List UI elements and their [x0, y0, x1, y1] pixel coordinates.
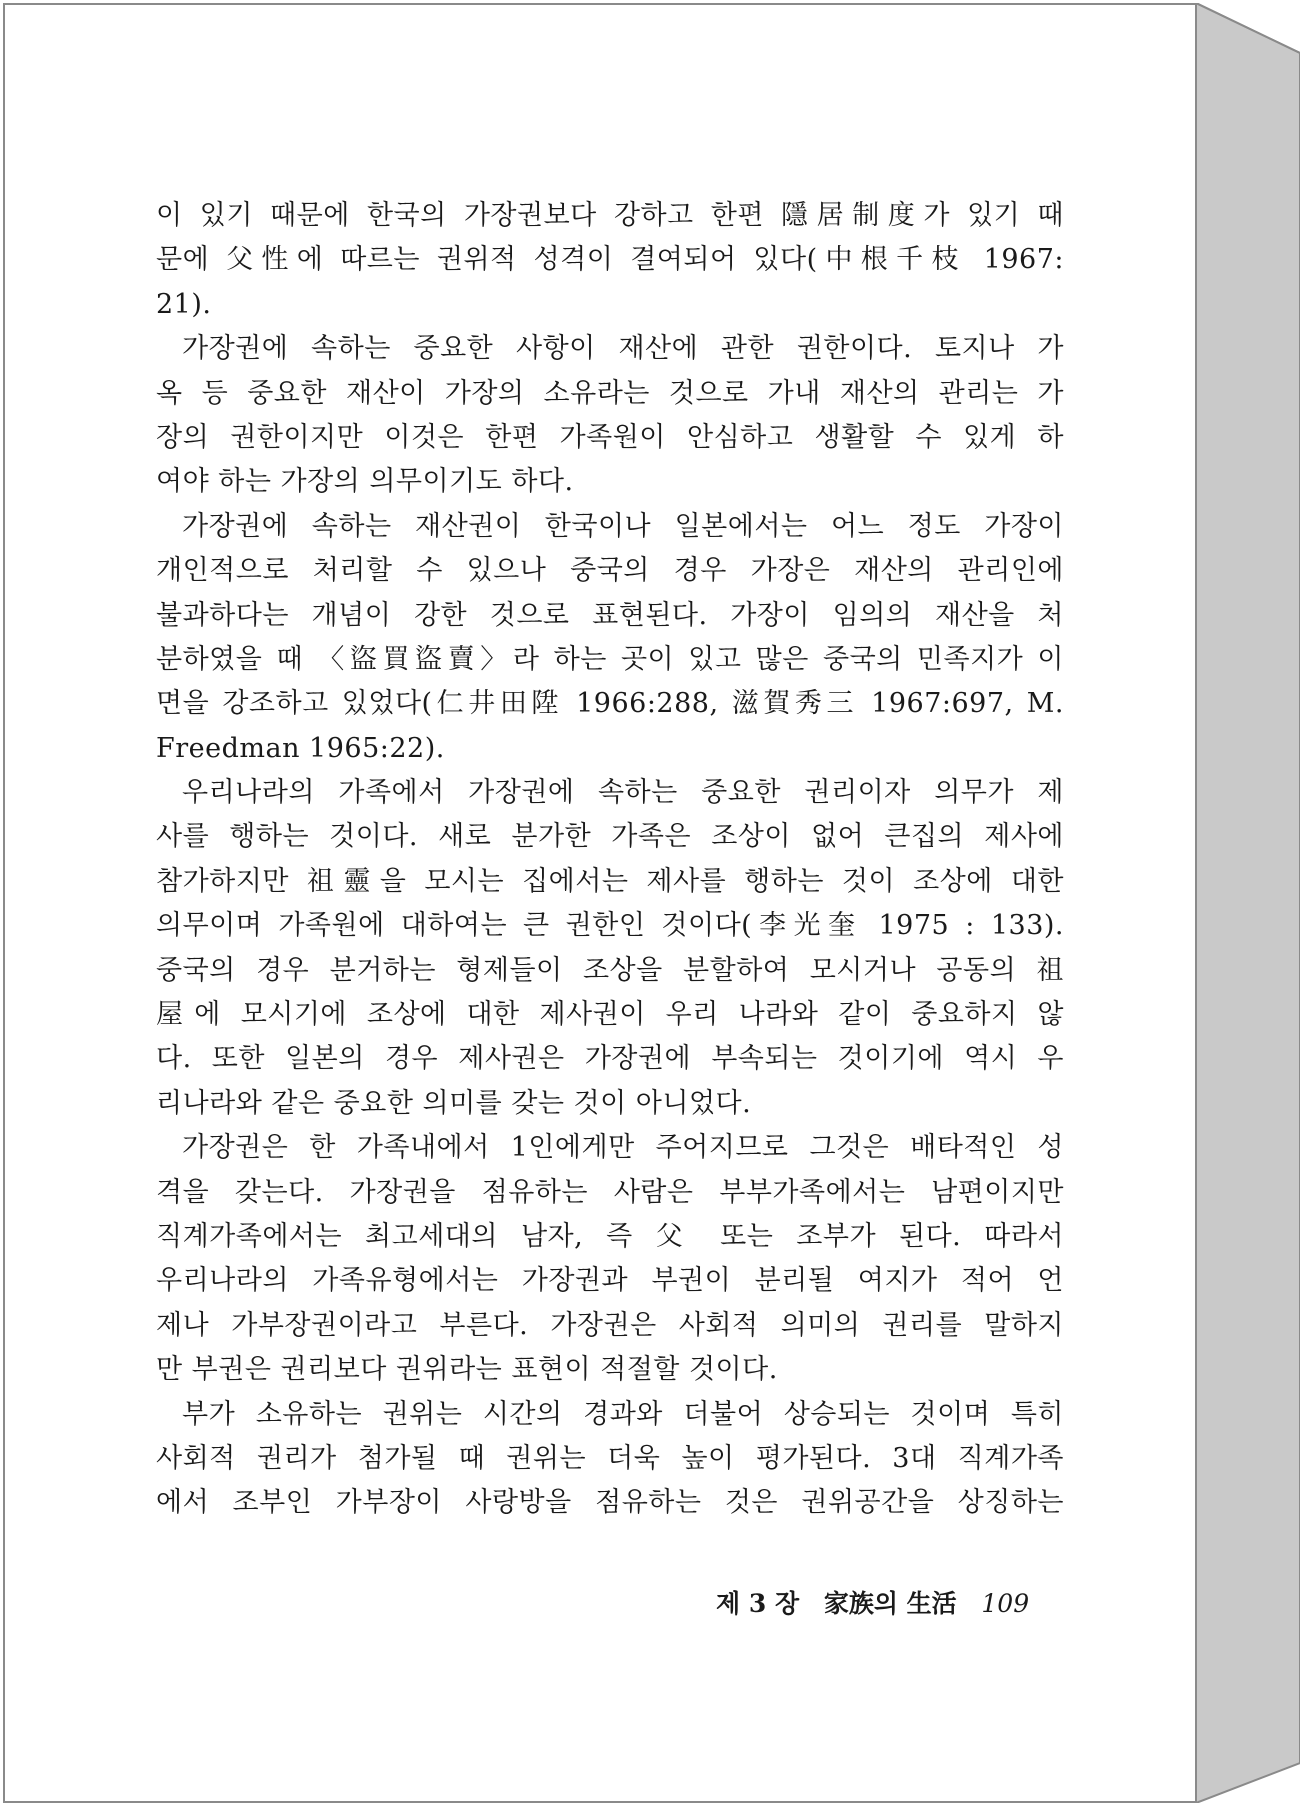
text-line: 면을 강조하고 있었다(仁井田陞 1966:288, 滋賀秀三 1967:697, M. — [156, 688, 1064, 720]
text-line: 문에 父性에 따르는 권위적 성격이 결여되어 있다(中根千枝 1967: — [156, 244, 1064, 276]
text-line: 우리나라의 가족유형에서는 가장권과 부권이 분리될 여지가 적어 언 — [156, 1265, 1064, 1297]
text-line: 중국의 경우 분거하는 형제들이 조상을 분할하여 모시거나 공동의 祖 — [156, 954, 1064, 986]
text-line: 21). — [156, 288, 212, 320]
text-line: 격을 갖는다. 가장권을 점유하는 사람은 부부가족에서는 남편이지만 — [156, 1176, 1064, 1208]
text-line: 분하였을 때 〈盜買盜賣〉라 하는 곳이 있고 많은 중국의 민족지가 이 — [156, 643, 1064, 675]
text-line: 사를 행하는 것이다. 새로 분가한 가족은 조상이 없어 큰집의 제사에 — [156, 821, 1064, 853]
text-line: 직계가족에서는 최고세대의 남자, 즉 父 또는 조부가 된다. 따라서 — [156, 1220, 1064, 1252]
text-line: 사회적 권리가 첨가될 때 권위는 더욱 높이 평가된다. 3대 직계가족 — [156, 1442, 1064, 1474]
text-line: Freedman 1965:22). — [156, 732, 445, 764]
text-line: 제나 가부장권이라고 부른다. 가장권은 사회적 의미의 권리를 말하지 — [156, 1309, 1064, 1341]
book-side-edge — [1196, 3, 1300, 1803]
footer-title: 家族의 生活 — [823, 1589, 957, 1618]
text-line: 우리나라의 가족에서 가장권에 속하는 중요한 권리이자 의무가 제 — [182, 777, 1064, 809]
text-line: 부가 소유하는 권위는 시간의 경과와 더불어 상승되는 것이며 특히 — [182, 1398, 1064, 1430]
running-footer — [716, 1584, 1036, 1624]
text-line: 참가하지만 祖靈을 모시는 집에서는 제사를 행하는 것이 조상에 대한 — [156, 865, 1064, 897]
text-line: 불과하다는 개념이 강한 것으로 표현된다. 가장이 임의의 재산을 처 — [156, 599, 1064, 631]
text-line: 가장권에 속하는 중요한 사항이 재산에 관한 권한이다. 토지나 가 — [182, 333, 1064, 365]
text-line: 가장권에 속하는 재산권이 한국이나 일본에서는 어느 정도 가장이 — [182, 510, 1064, 542]
text-line: 개인적으로 처리할 수 있으나 중국의 경우 가장은 재산의 관리인에 — [156, 555, 1064, 587]
text-line: 의무이며 가족원에 대하여는 큰 권한인 것이다(李光奎 1975 : 133). — [156, 910, 1064, 942]
text-line: 장의 권한이지만 이것은 한편 가족원이 안심하고 생활할 수 있게 하 — [156, 421, 1064, 453]
text-line: 다. 또한 일본의 경우 제사권은 가장권에 부속되는 것이기에 역시 우 — [156, 1043, 1064, 1075]
text-line: 屋에 모시기에 조상에 대한 제사권이 우리 나라와 같이 중요하지 않 — [156, 999, 1064, 1031]
text-line: 리나라와 같은 중요한 의미를 갖는 것이 아니었다. — [156, 1087, 752, 1119]
text-line: 여야 하는 가장의 의무이기도 하다. — [156, 466, 574, 498]
body-text — [156, 194, 1064, 1526]
text-line: 에서 조부인 가부장이 사랑방을 점유하는 것은 권위공간을 상징하는 — [156, 1487, 1064, 1519]
text-line: 가장권은 한 가족내에서 1인에게만 주어지므로 그것은 배타적인 성 — [182, 1132, 1064, 1164]
footer-chapter: 제 3 장 — [716, 1589, 800, 1618]
text-line: 이 있기 때문에 한국의 가장권보다 강하고 한편 隱居制度가 있기 때 — [156, 200, 1064, 231]
page-number: 109 — [981, 1589, 1030, 1618]
text-line: 만 부권은 권리보다 권위라는 표현이 적절할 것이다. — [156, 1354, 778, 1386]
text-line: 옥 등 중요한 재산이 가장의 소유라는 것으로 가내 재산의 관리는 가 — [156, 377, 1064, 409]
